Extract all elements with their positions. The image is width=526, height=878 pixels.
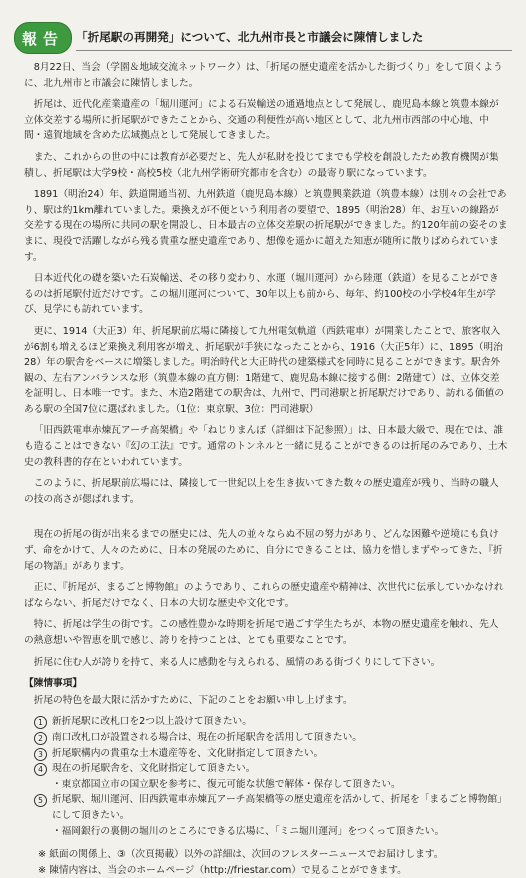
request-item — [24, 746, 508, 762]
item-number: 1 — [34, 716, 47, 729]
paragraph: 折尾は、近代化産業遺産の「堀川運河」による石炭輸送の通過地点として発展し、鹿児島本線と筑豊本線が立体交差する場所に折尾駅ができたことから、交通の利便性が高い地区として、北九州市西部の中心地、中間・遠賀地域を含めた広域拠点として発展してきました。 — [24, 99, 499, 142]
request-subitem: ・福岡銀行の裏側の堀川のところにできる広場に、「ミニ堀川運河」をつくって頂きたい。 — [52, 825, 445, 837]
request-item-text: 新折尾駅に改札口を2つ以上設けて頂きたい。 — [52, 716, 252, 728]
paragraph: 8月22日、当会（学園＆地域交流ネットワーク）は、「折尾の歴史遺産を活かした街づくり」をして頂くように、北九州市と市議会に陳情しました。 — [24, 62, 503, 89]
request-intro: 折尾の特色を最大限に活かすために、下記のことをお願い申し上げます。 — [33, 694, 353, 706]
item-number: 2 — [34, 732, 47, 745]
headline: 「折尾駅の再開発」について、北九州市長と市議会に陳情しました — [76, 30, 424, 44]
report-badge: 報告 — [14, 22, 72, 54]
item-number: 3 — [34, 748, 47, 761]
notes — [24, 847, 508, 878]
paragraph: 日本近代化の礎を築いた石炭輸送、その移り変わり、水運（堀川運河）から陸運（鉄道）を見ることができるのは折尾駅付近だけです。この堀川運河について、30年以上も前から、毎年、約100校の小学校4年生が学び、見学にも訪れています。 — [24, 273, 499, 316]
note: ※ 陳情内容は、当会のホームページ（http://friestar.com）で見ることができます。 — [38, 864, 407, 876]
request-item — [24, 730, 508, 746]
request-item — [24, 761, 508, 777]
request-subitem: ・東京都国立市の国立駅を参考に、復元可能な状態で解体・保存して頂きたい。 — [52, 778, 401, 790]
paragraph: 正に、『折尾が、まるごと博物館』のようであり、これらの歴史遺産や精神は、次世代に伝承していかなければならない、折尾だけでなく、日本の大切な歴史や文化です。 — [24, 582, 504, 609]
request-item-text: 南口改札口が設置される場合は、現在の折尾駅舎を活用して頂きたい。 — [52, 731, 362, 743]
request-item-text: 現在の折尾駅舎を、文化財指定して頂きたい。 — [52, 763, 256, 775]
paragraph: 1891（明治24）年、鉄道開通当初、九州鉄道（鹿児島本線）と筑豊興業鉄道（筑豊本線）は別々の会社であり、駅は約1km離れていました。乗換えが不便という利用者の要望で、1895（明治28）年、お互いの線路が交差する現在の場所に共同の駅を開設し、日本最古の立体交差駅の折尾駅ができました。約120年前の姿そのままに、現役で活躍しながら残る貴重な歴史遺産であり、想像を遥かに超えた知恵が随所に散りばめられています。 — [24, 189, 508, 263]
paragraph: 折尾に住む人が誇りを持て、来る人に感動を与えられる、風情のある街づくりにして下さい。 — [33, 656, 441, 668]
request-title: 【陳情事項】 — [24, 678, 83, 690]
request-item — [24, 792, 508, 823]
note: ※ 紙面の関係上、③（次頁掲載）以外の詳細は、次回のフレスターニュースでお届けします。 — [38, 849, 444, 861]
header-rule — [76, 50, 512, 51]
header — [12, 22, 512, 54]
item-number: 4 — [34, 763, 47, 776]
section-gap — [24, 513, 508, 527]
paragraph: 「旧西鉄電車赤煉瓦アーチ高架橋」や「ねじりまんぽ（詳細は下記参照）」は、日本最大級で、現在では、誰も造ることはできない『幻の工法』です。通常のトンネルと一緒に見ることができるのは折尾のみであり、土木史の教科書的存在といわれています。 — [24, 425, 508, 468]
request-list — [24, 714, 508, 839]
paragraph: また、これからの世の中には教育が必要だと、先人が私財を投じてまでも学校を創設したため教育機関が集積し、折尾駅は大学9校・高校5校（北九州学術研究都市を含む）の最寄り駅になっています。 — [24, 151, 499, 179]
paragraph: このように、折尾駅前広場には、隣接して一世紀以上を生き抜いてきた数々の歴史遺産が残り、当時の職人の技の高さが偲ばれます。 — [24, 478, 499, 505]
item-number: 5 — [34, 794, 47, 807]
paragraph: 現在の折尾の街が出来るまでの歴史には、先人の並々ならぬ不屈の努力があり、どんな困難や逆境にも負けず、命をかけて、人々のために、日本の発展のために、自分にできることは、協力を惜しまずやってきた、『折尾の物語』があります。 — [24, 529, 503, 572]
paragraph: 更に、1914（大正3）年、折尾駅前広場に隣接して九州電気軌道（西鉄電車）が開業したことで、旅客収入が6割も増えるほど乗換え利用客が増え、折尾駅が手狭になったことから、1916（大正5年）に、1895（明治28）年の駅舎をベースに増築しました。明治時代と大正時代の建築様式を同時に見ることができます。駅舎外観の、左右アンバランスな形（筑豊本線の直方側：1階建て、鹿児島本線に接する側：2階建て）は、立体交差を証明し、日本唯一です。また、木造2階建ての駅舎は、九州で、門司港駅と折尾駅だけであり、訪れる価値のある駅の全国7位に選ばれました。（1位：東京駅、3位：門司港駅） — [24, 325, 504, 415]
request-item — [24, 714, 508, 730]
request-item-text: 折尾駅構内の貴重な土木遺産等を、文化財指定して頂きたい。 — [52, 747, 324, 759]
paragraph: 特に、折尾は学生の街です。この感性豊かな時期を折尾で過ごす学生たちが、本物の歴史遺産を触れ、先人の熱意想いや智恵を肌で感じ、誇りを持つことは、とても重要なことです。 — [24, 619, 499, 646]
request-item-text: 折尾駅、堀川運河、旧西鉄電車赤煉瓦アーチ高架橋等の歴史遺産を活かして、折尾を「まるごと博物館」にして頂きたい。 — [52, 794, 507, 821]
article-body — [24, 60, 508, 878]
